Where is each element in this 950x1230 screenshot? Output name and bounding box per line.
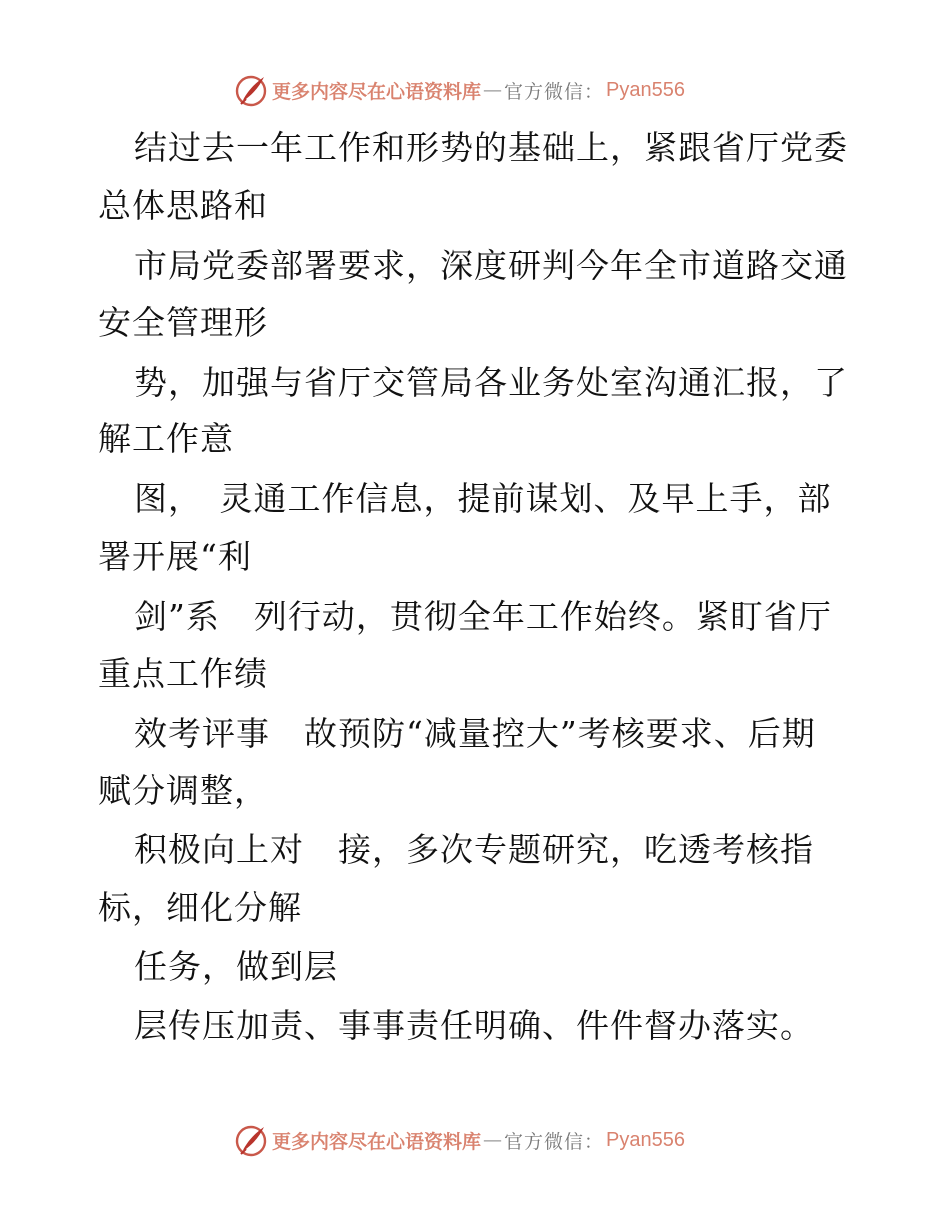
body-line: 标，细化分解: [98, 888, 302, 927]
watermark-separator: —: [483, 1129, 503, 1151]
watermark-site-text: 更多内容尽在心语资料库: [272, 1130, 482, 1153]
watermark-label: 官方微信：: [504, 1130, 605, 1153]
body-line: 层传压加责、事事责任明确、件件督办落实。: [100, 1006, 814, 1045]
body-line: 结过去一年工作和形势的基础上，紧跟省厅党委: [100, 128, 848, 167]
body-line: 势，加强与省厅交管局各业务处室沟通汇报，了: [100, 363, 848, 402]
body-line: 重点工作绩: [98, 654, 268, 693]
header-watermark: [234, 72, 685, 108]
quill-logo-icon: [234, 73, 268, 107]
body-line: 赋分调整，: [98, 771, 268, 810]
quill-logo-icon: [234, 1123, 268, 1157]
footer-watermark: [234, 1122, 685, 1158]
watermark-label: 官方微信：: [504, 80, 605, 103]
body-line: 效考评事 故预防“减量控大”考核要求、后期: [100, 714, 816, 753]
body-line: 剑”系 列行动，贯彻全年工作始终。紧盯省厅: [100, 597, 832, 636]
body-line: 解工作意: [98, 419, 234, 458]
body-line: 署开展“利: [98, 537, 252, 576]
watermark-wechat-id: Pyan556: [606, 1128, 685, 1151]
body-line: 任务，做到层: [100, 947, 338, 986]
body-line: 图， 灵通工作信息，提前谋划、及早上手，部: [100, 479, 832, 518]
body-line: 总体思路和: [98, 186, 268, 225]
body-line: 积极向上对 接，多次专题研究，吃透考核指: [100, 830, 814, 869]
body-line: 市局党委部署要求，深度研判今年全市道路交通: [100, 246, 848, 285]
watermark-wechat-id: Pyan556: [606, 78, 685, 101]
body-line: 安全管理形: [98, 303, 268, 342]
watermark-site-text: 更多内容尽在心语资料库: [272, 80, 482, 103]
watermark-separator: —: [483, 79, 503, 101]
